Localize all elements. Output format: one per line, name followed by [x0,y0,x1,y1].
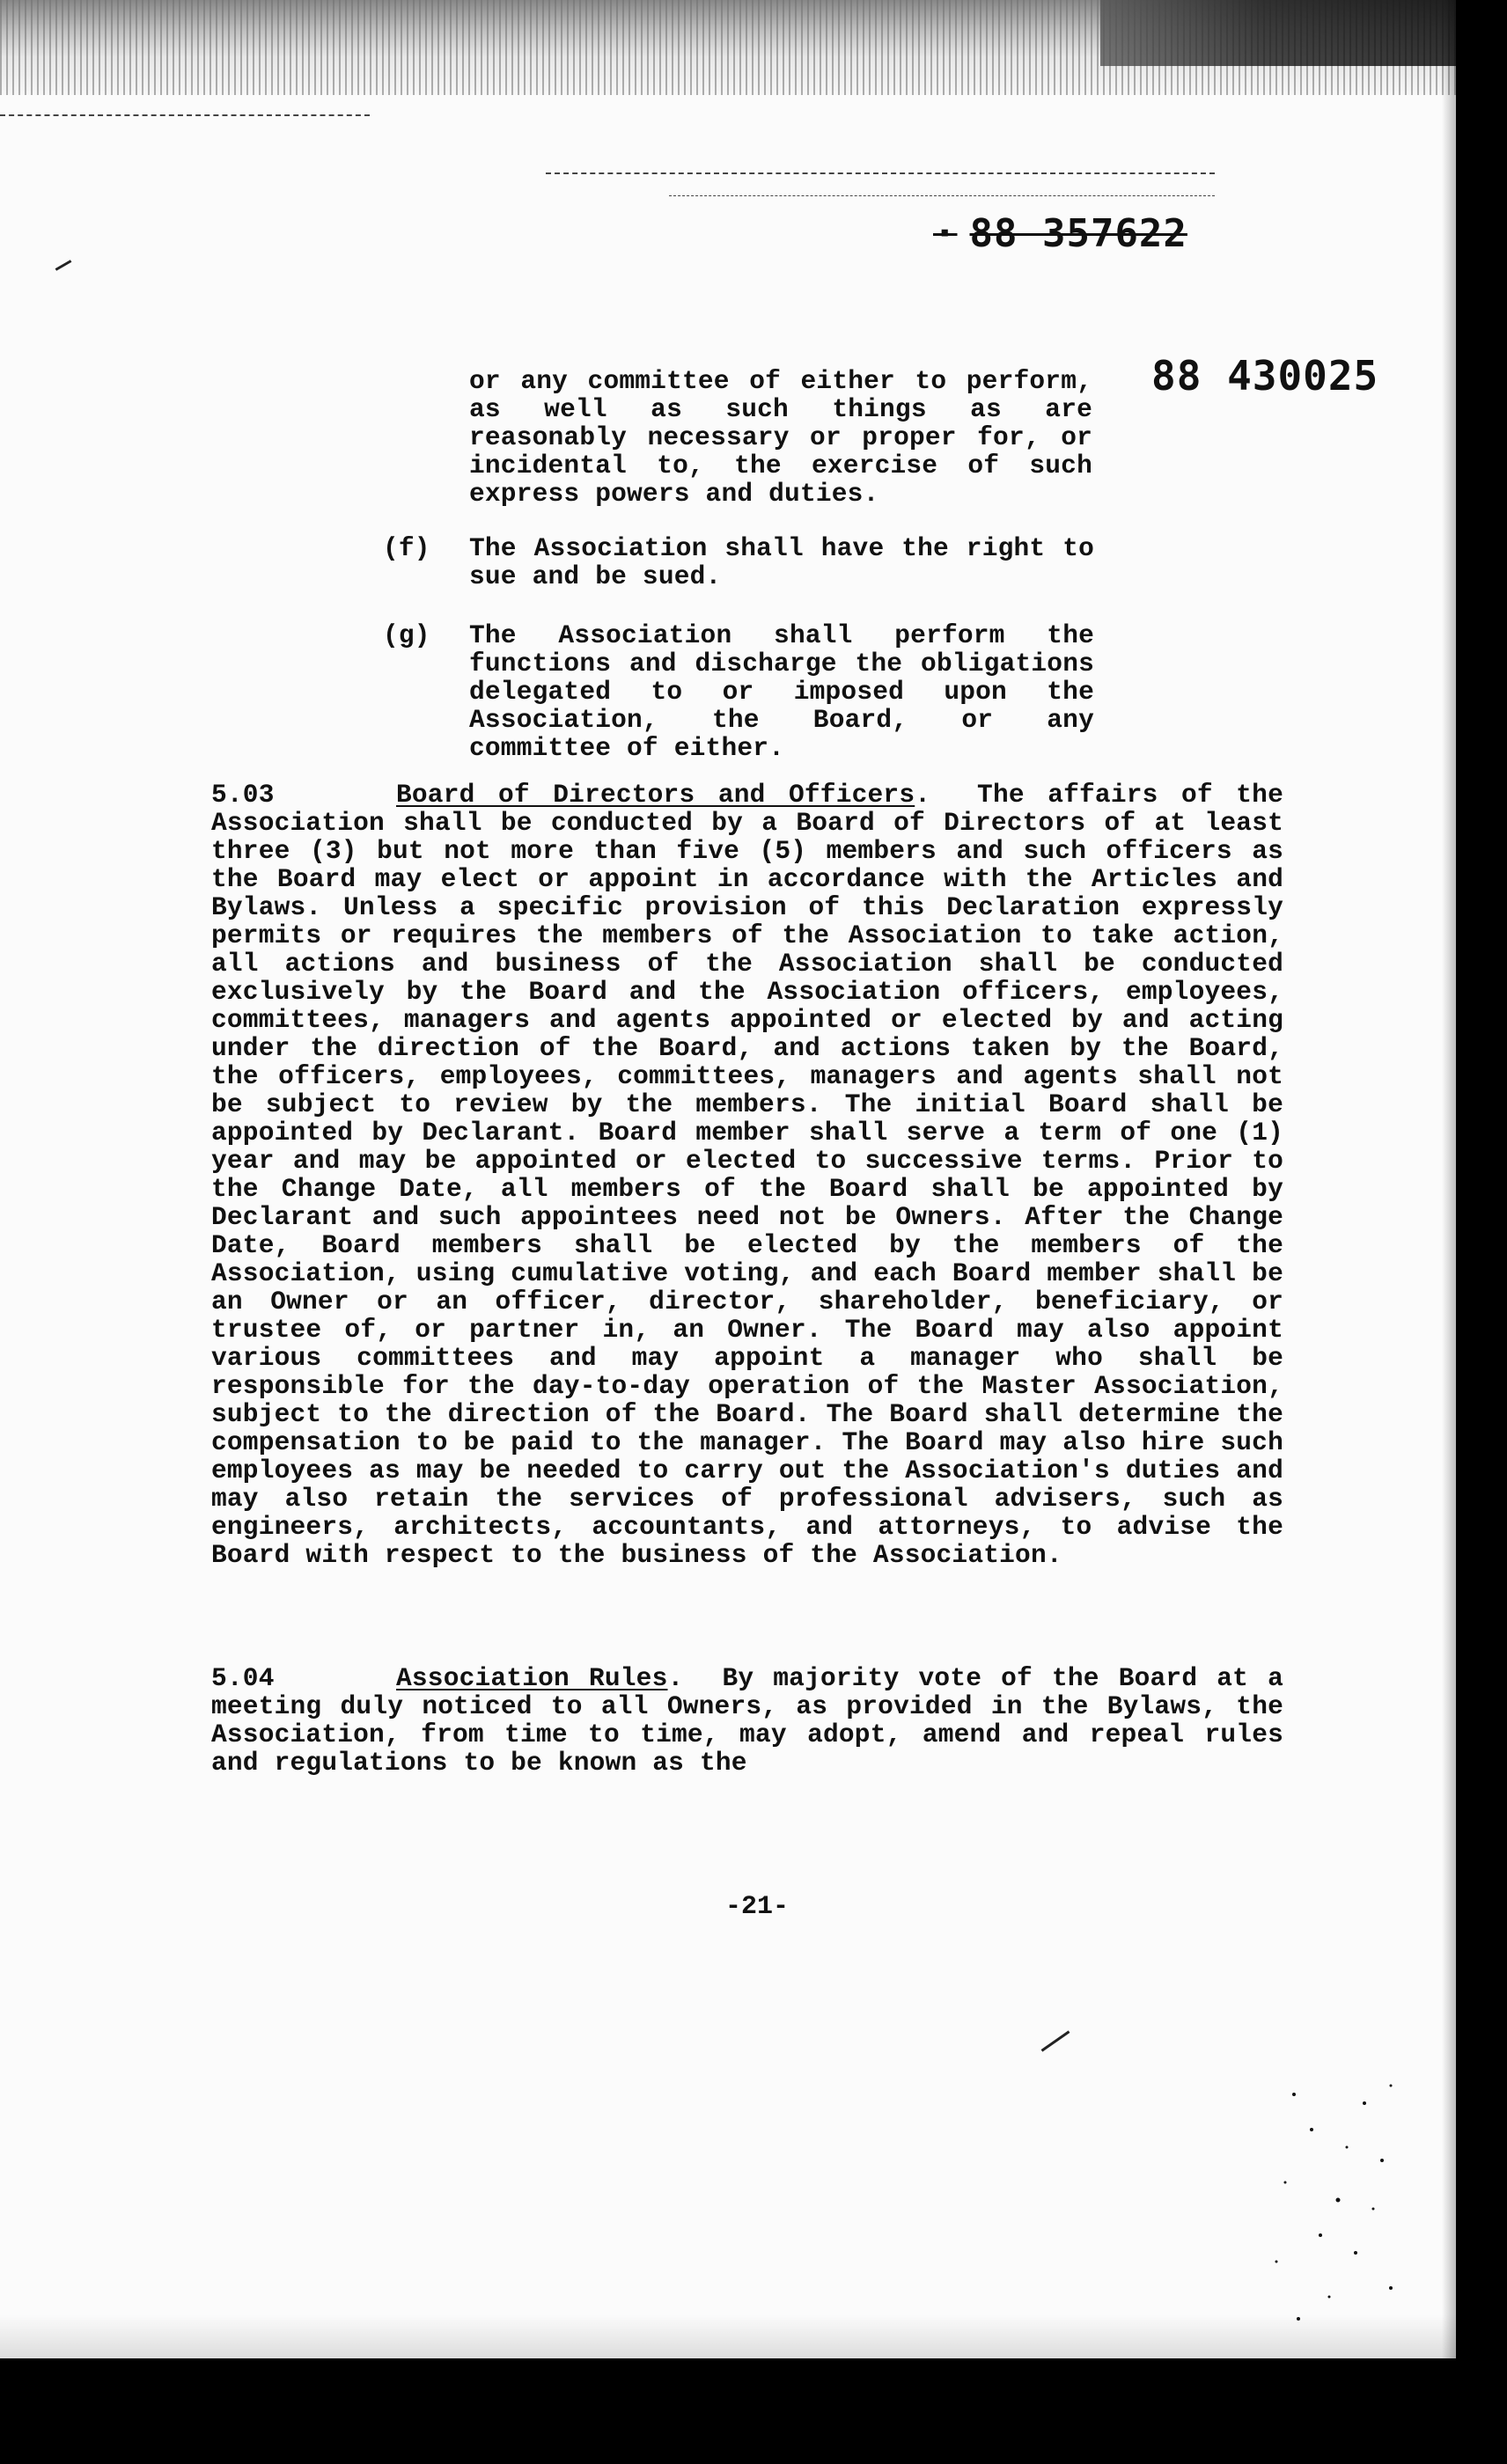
section-heading: Board of Directors and Officers [396,780,915,810]
scan-specks [1259,2077,1408,2341]
list-item-text: The Association shall perform the functions and discharge the obligations delegated to or imposed upon the Association, the Board, or any committee of either. [469,620,1094,763]
continued-paragraph: or any committee of either to perform, as well as such things as are reasonably necessary or proper for, or incidental to, the exercise of such express powers and duties. [469,366,1092,509]
section-text: By majority vote of the Board at a meeting duly noticed to all Owners, as provided in the Bylaws, the Association, from time to time, may adopt, amend and repeal rules and regulations to be known as the [211,1663,1283,1778]
section-text: The affairs of the Association shall be conducted by a Board of Directors of at least three (3) but not more than five (5) members and such officers as the Board may elect or appoint in accordance with the Articles and Bylaws. Unless a specific provision of this Declaration expressly permits or requires the members of the Association to take action, all actions and business of the Association shall be conducted exclusively by the Board and the Association officers, employees, committees, managers and agents appointed or elected by and acting under the direction of the Board, and actions taken by the Board, the officers, employees, committees, managers and agents shall not be subject to review by the members. The initial Board shall be appointed by Declarant. Board member shall serve a term of one (1) year and may be appointed or elected to successive terms. Prior to the Change Date, all members of the Board shall be appointed by Declarant and such appointees need not be Owners. After the Change Date, Board members shall be elected by the members of the Association, using cumulative voting, and each Board member shall be an Owner or an officer, director, shareholder, beneficiary, or trustee of, or partner in, an Owner. The Board may also appoint various committees and may appoint a manager who shall be responsible for the day-to-day operation of the Master Association, subject to the direction of the Board. The Board shall determine the compensation to be paid to the manager. The Board may also hire such employees as may be needed to carry out the Association's duties and may also retain the services of professional advisers, such as engineers, architects, accountants, and attorneys, to advise the Board with respect to the business of the Association. [211,780,1283,1570]
stray-mark [1041,2030,1070,2051]
scan-shadow-right [1442,0,1456,2464]
recording-number-struck: · 88 357622 [933,211,1187,256]
scan-dash-line [0,114,370,116]
scan-dash-line [669,195,1215,196]
list-item-text: The Association shall have the right to sue and be sued. [469,533,1094,591]
page-number: -21- [724,1892,789,1922]
list-item-label: (f) [383,533,430,563]
scan-border-bottom [0,2358,1507,2464]
stray-mark [55,260,72,271]
section-paragraph: 5.04 Association Rules. By majority vote of the Board at a meeting duly noticed to all Owners, as provided in the Bylaws, the Association, from time to time, may adopt, amend and repeal rules and regulations to be known as the [211,1663,1283,1778]
section-number: 5.03 [211,780,275,810]
section-number: 5.04 [211,1663,275,1693]
section-paragraph: 5.03 Board of Directors and Officers. The affairs of the Association shall be conducted by a Board of Directors of at least three (3) but not more than five (5) members and such officers as the Board may elect or appoint in accordance with the Articles and Bylaws. Unless a specific provision of this Declaration expressly permits or requires the members of the Association to take action, all actions and business of the Association shall be conducted exclusively by the Board and the Association officers, employees, committees, managers and agents appointed or elected by and acting under the direction of the Board, and actions taken by the Board, the officers, employees, committees, managers and agents shall not be subject to review by the members. The initial Board shall be appointed by Declarant. Board member shall serve a term of one (1) year and may be appointed or elected to successive terms. Prior to the Change Date, all members of the Board shall be appointed by Declarant and such appointees need not be Owners. After the Change Date, Board members shall be elected by the members of the Association, using cumulative voting, and each Board member shall be an Owner or an officer, director, shareholder, beneficiary, or trustee of, or partner in, an Owner. The Board may also appoint various committees and may appoint a manager who shall be responsible for the day-to-day operation of the Master Association, subject to the direction of the Board. The Board shall determine the compensation to be paid to the manager. The Board may also hire such employees as may be needed to carry out the Association's duties and may also retain the services of professional advisers, such as engineers, architects, accountants, and attorneys, to advise the Board with respect to the business of the Association. [211,780,1283,1570]
list-item-label: (g) [383,620,430,650]
section-heading: Association Rules [396,1663,668,1693]
scan-border-right [1456,0,1507,2464]
scan-dash-line [546,172,1215,174]
recording-number: 88 430025 [1151,352,1379,400]
